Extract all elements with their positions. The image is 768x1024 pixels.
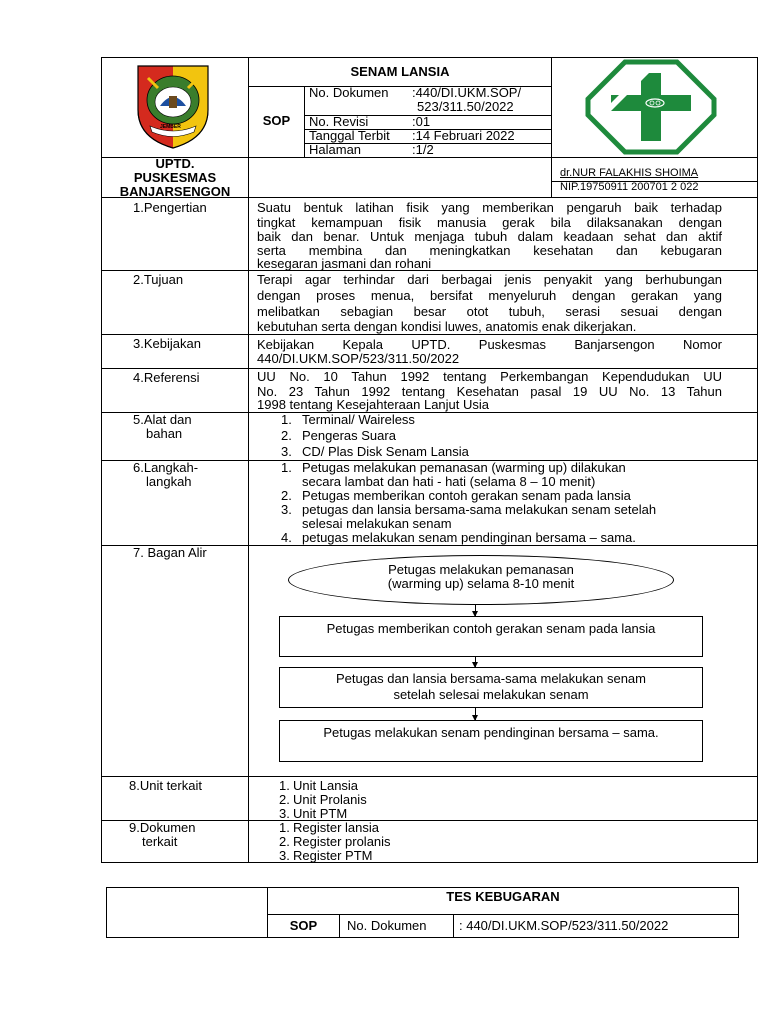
list-number: 2. xyxy=(281,488,292,503)
unit-item: Unit PTM xyxy=(293,806,348,821)
jember-emblem xyxy=(128,58,218,150)
flow-arrow xyxy=(475,708,476,720)
langkah-item: petugas melakukan senam pendinginan bersama – sama. xyxy=(302,530,636,545)
referensi-line: 1998 tentang Kesejahteraan Lanjut Usia xyxy=(257,397,490,412)
flow-step-box xyxy=(279,720,703,762)
flow-step-text: (warming up) selama 8-10 menit xyxy=(387,576,575,591)
langkah-item-cont: secara lambat dan hati - hati (selama 8 – 10 menit) xyxy=(302,474,596,489)
section-label-unit: 8.Unit terkait xyxy=(129,778,202,793)
dokumen-item: Register prolanis xyxy=(293,834,391,849)
list-number: 2. xyxy=(279,834,290,849)
dokumen-item: Register PTM xyxy=(293,848,373,863)
flow-step-text: Petugas melakukan pemanasan xyxy=(388,562,574,577)
section-label-langkah-cont: langkah xyxy=(146,474,192,489)
page-title: SENAM LANSIA xyxy=(350,64,450,79)
signer-nip: NIP.19750911 200701 2 022 xyxy=(560,181,699,193)
pengertian-line: serta membina dan meningkatkan kesehatan dan kebugaran xyxy=(257,243,722,258)
flow-arrow xyxy=(475,657,476,667)
alat-item: CD/ Plas Disk Senam Lansia xyxy=(302,444,469,459)
flow-arrow xyxy=(475,605,476,616)
list-number: 3. xyxy=(279,848,290,863)
referensi-line: UU No. 10 Tahun 1992 tentang Perkembangan Kependudukan UU xyxy=(257,369,722,384)
section-label-referensi: 4.Referensi xyxy=(133,370,200,385)
list-number: 2. xyxy=(281,428,292,443)
tujuan-line: Terapi agar terhindar dari berbagai jenis penyakit yang berhubungan xyxy=(257,272,722,287)
signer-name: dr.NUR FALAKHIS SHOIMA xyxy=(560,167,699,179)
puskesmas-logo xyxy=(585,59,717,155)
alat-item: Terminal/ Waireless xyxy=(302,412,415,427)
flow-step-box xyxy=(279,667,703,708)
sop-label: SOP xyxy=(262,113,291,128)
tujuan-line: melibatkan sebagian besar otot tubuh, serasi sesuai dengan xyxy=(257,304,722,319)
list-number: 3. xyxy=(281,444,292,459)
field-label-revisi: No. Revisi xyxy=(309,114,369,129)
langkah-item: petugas dan lansia bersama-sama melakukan senam setelah xyxy=(302,502,657,517)
field-value-tanggal: :14 Februari 2022 xyxy=(412,128,515,143)
tujuan-line: dengan proses menua, bersifat menyeluruh dengan gerakan yang xyxy=(257,288,722,303)
flow-step-text: Petugas melakukan senam pendinginan bersama – sama. xyxy=(323,725,659,740)
field-value-dokumen-cont: 523/311.50/2022 xyxy=(417,99,514,114)
field-value-dokumen: :440/DI.UKM.SOP/ xyxy=(412,85,522,100)
pengertian-line: kesegaran jasmani dan rohani xyxy=(257,256,432,271)
section-label-dokumen: 9.Dokumen xyxy=(129,820,196,835)
field-label-halaman: Halaman xyxy=(309,142,362,157)
langkah-item: Petugas melakukan pemanasan (warming up) dilakukan xyxy=(302,460,626,475)
list-number: 3. xyxy=(279,806,290,821)
list-number: 1. xyxy=(281,460,292,475)
list-number: 2. xyxy=(279,792,290,807)
next-page-title: TES KEBUGARAN xyxy=(446,889,560,904)
unit-item: Unit Lansia xyxy=(293,778,359,793)
list-number: 4. xyxy=(281,530,292,545)
section-label-alat: 5.Alat dan xyxy=(133,412,192,427)
org-name-line1: UPTD. xyxy=(155,156,195,171)
list-number: 1. xyxy=(281,412,292,427)
alat-item: Pengeras Suara xyxy=(302,428,396,443)
section-label-pengertian: 1.Pengertian xyxy=(133,200,207,215)
pengertian-line: tingkat kemampuan fisik manusia gerak bila dilaksanakan dengan xyxy=(257,215,722,230)
flow-step-text: Petugas dan lansia bersama-sama melakukan senam xyxy=(335,671,646,686)
list-number: 1. xyxy=(279,820,290,835)
field-value-halaman: :1/2 xyxy=(412,142,434,157)
flow-step-text: setelah selesai melakukan senam xyxy=(393,687,589,702)
flow-step-box xyxy=(279,616,703,657)
kebijakan-line: 440/DI.UKM.SOP/523/311.50/2022 xyxy=(257,351,460,366)
org-name-line2: PUSKESMAS xyxy=(133,170,217,185)
langkah-item-cont: selesai melakukan senam xyxy=(302,516,452,531)
langkah-item: Petugas memberikan contoh gerakan senam pada lansia xyxy=(302,488,631,503)
kebijakan-line: Kebijakan Kepala UPTD. Puskesmas Banjarsengon Nomor xyxy=(257,337,722,352)
org-name-line3: BANJARSENGON xyxy=(119,184,231,199)
next-sop-label: SOP xyxy=(289,918,318,933)
field-label-dokumen: No. Dokumen xyxy=(309,85,389,100)
next-field-label: No. Dokumen xyxy=(347,918,427,933)
section-label-dokumen-cont: terkait xyxy=(142,834,178,849)
dokumen-item: Register lansia xyxy=(293,820,379,835)
section-label-tujuan: 2.Tujuan xyxy=(133,272,184,287)
emblem-text: JEMBER xyxy=(160,124,181,130)
section-label-kebijakan: 3.Kebijakan xyxy=(133,336,201,351)
section-label-alat-cont: bahan xyxy=(146,426,183,441)
pengertian-line: baik dan benar. Untuk menjaga tubuh dalam keadaan sehat dan aktif xyxy=(257,229,722,244)
flow-step-text: Petugas memberikan contoh gerakan senam pada lansia xyxy=(326,621,656,636)
list-number: 3. xyxy=(281,502,292,517)
section-label-langkah: 6.Langkah- xyxy=(133,460,199,475)
tujuan-line: kebutuhan serta dengan kondisi luwes, anatomis enak dikerjakan. xyxy=(257,319,637,334)
field-value-revisi: :01 xyxy=(412,114,431,129)
list-number: 1. xyxy=(279,778,290,793)
pengertian-line: Suatu bentuk latihan fisik yang memberikan pengaruh baik terhadap xyxy=(257,200,722,215)
referensi-line: No. 23 Tahun 1992 tentang Kesehatan pasal 19 UU No. 13 Tahun xyxy=(257,384,722,399)
section-label-bagan: 7. Bagan Alir xyxy=(133,545,207,560)
unit-item: Unit Prolanis xyxy=(293,792,367,807)
next-field-value: : 440/DI.UKM.SOP/523/311.50/2022 xyxy=(459,918,669,933)
field-label-tanggal: Tanggal Terbit xyxy=(309,128,390,143)
